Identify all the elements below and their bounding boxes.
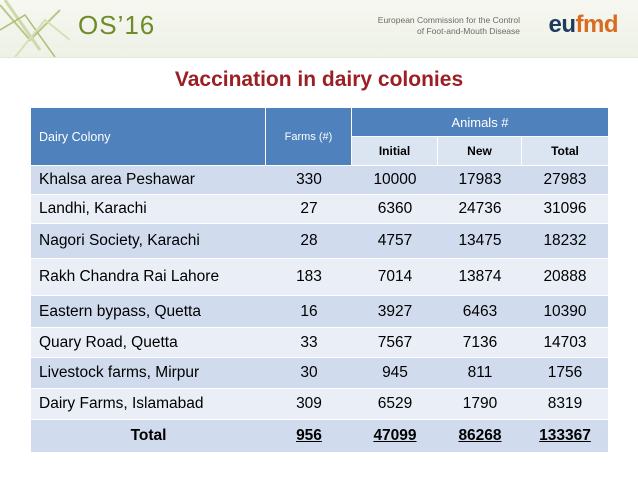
vaccination-table <box>31 108 608 452</box>
table-row <box>31 295 608 327</box>
cell-farms: 28 <box>266 223 352 258</box>
organization-name <box>378 15 520 37</box>
header-initial: Initial <box>352 137 438 165</box>
eufmd-logo <box>548 11 618 39</box>
cell-total: 31096 <box>522 194 608 223</box>
cell-colony: Nagori Society, Karachi <box>31 223 266 258</box>
header-animals-group: Animals # <box>352 108 608 137</box>
cell-new: 6463 <box>438 295 522 327</box>
cell-colony: Rakh Chandra Rai Lahore <box>31 258 266 295</box>
cell-colony: Quary Road, Quetta <box>31 327 266 357</box>
cell-total: 27983 <box>522 165 608 194</box>
cell-initial: 945 <box>352 357 438 388</box>
header-band <box>0 0 638 58</box>
cell-farms: 33 <box>266 327 352 357</box>
cell-new: 24736 <box>438 194 522 223</box>
cell-farms: 30 <box>266 357 352 388</box>
header-new: New <box>438 137 522 165</box>
cell-total: 18232 <box>522 223 608 258</box>
total-row <box>31 419 608 452</box>
cell-farms: 27 <box>266 194 352 223</box>
cell-new: 811 <box>438 357 522 388</box>
cell-total: 14703 <box>522 327 608 357</box>
logo-prefix: eu <box>548 11 576 38</box>
total-new-value: 86268 <box>458 427 502 444</box>
organization-line-2: of Foot-and-Mouth Disease <box>417 26 520 36</box>
cell-total: 20888 <box>522 258 608 295</box>
cell-total: 1756 <box>522 357 608 388</box>
header-dairy-colony: Dairy Colony <box>31 108 266 165</box>
cell-new: 1790 <box>438 388 522 419</box>
cell-farms: 183 <box>266 258 352 295</box>
total-label: Total <box>31 419 266 452</box>
cell-farms: 16 <box>266 295 352 327</box>
cell-new: 13475 <box>438 223 522 258</box>
header-total: Total <box>522 137 608 165</box>
cell-new: 7136 <box>438 327 522 357</box>
cell-new: 17983 <box>438 165 522 194</box>
organization-line-1: European Commission for the Control <box>377 15 520 25</box>
table-row <box>31 388 608 419</box>
total-new <box>438 419 522 452</box>
total-total <box>522 419 608 452</box>
cell-initial: 6529 <box>352 388 438 419</box>
total-farms <box>266 419 352 452</box>
os-decorative-lines-icon <box>0 0 70 57</box>
cell-initial: 10000 <box>352 165 438 194</box>
cell-total: 8319 <box>522 388 608 419</box>
cell-initial: 4757 <box>352 223 438 258</box>
cell-colony: Khalsa area Peshawar <box>31 165 266 194</box>
cell-new: 13874 <box>438 258 522 295</box>
cell-initial: 6360 <box>352 194 438 223</box>
cell-initial: 7014 <box>352 258 438 295</box>
total-total-value: 133367 <box>539 427 591 444</box>
total-farms-value: 956 <box>296 427 322 444</box>
slide-title: Vaccination in dairy colonies <box>174 68 464 91</box>
cell-farms: 309 <box>266 388 352 419</box>
total-initial <box>352 419 438 452</box>
cell-colony: Eastern bypass, Quetta <box>31 295 266 327</box>
total-initial-value: 47099 <box>373 427 417 444</box>
table-row <box>31 258 608 295</box>
cell-initial: 3927 <box>352 295 438 327</box>
cell-total: 10390 <box>522 295 608 327</box>
table-row <box>31 194 608 223</box>
cell-colony: Livestock farms, Mirpur <box>31 357 266 388</box>
header-farms: Farms (#) <box>266 108 352 165</box>
table-row <box>31 327 608 357</box>
table-row <box>31 165 608 194</box>
table-row <box>31 357 608 388</box>
cell-initial: 7567 <box>352 327 438 357</box>
cell-farms: 330 <box>266 165 352 194</box>
event-label: OS’16 <box>78 10 156 40</box>
cell-colony: Dairy Farms, Islamabad <box>31 388 266 419</box>
table-row <box>31 223 608 258</box>
logo-accent: fmd <box>575 11 618 38</box>
cell-colony: Landhi, Karachi <box>31 194 266 223</box>
